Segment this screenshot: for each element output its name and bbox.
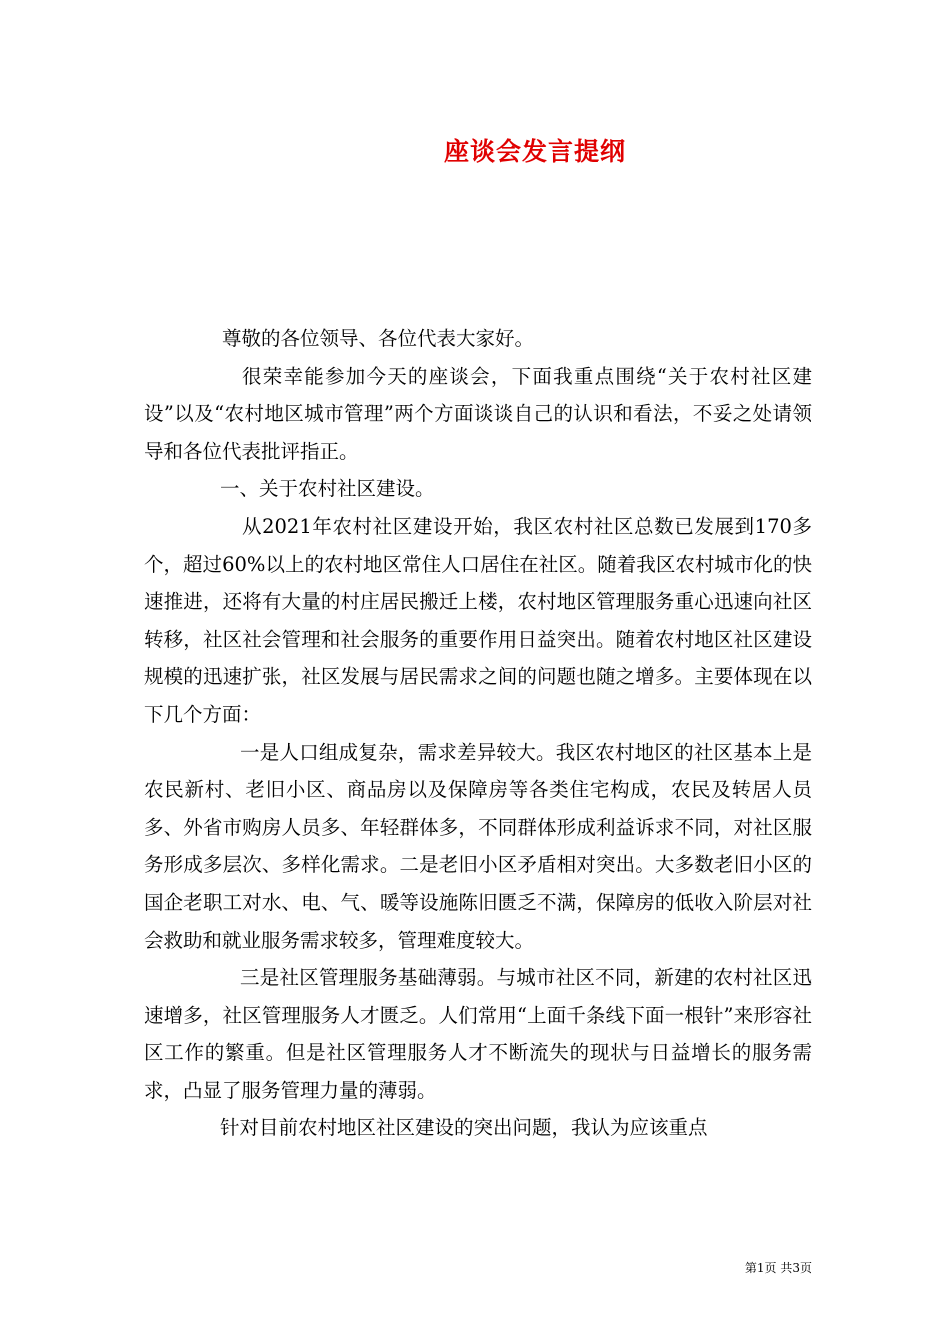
page-title: 座谈会发言提纲	[443, 137, 626, 166]
page-number-footer: 第1页 共3页	[744, 1261, 812, 1275]
paragraph-greeting: 尊敬的各位领导、各位代表大家好。	[222, 327, 535, 350]
paragraph-issues-one-two: 一是人口组成复杂，需求差异较大。我区农村地区的社区基本上是农民新村、老旧小区、商品房以及保障房等各类住宅构成，农民及转居人员多、外省市购房人员多、年轻群体多，不同群体形成利益诉求不同，对社区服务形成多层次、多样化需求。二是老旧小区矛盾相对突出。大多数老旧小区的国企老职工对水、电、气、暖等设施陈旧匮乏不满，保障房的低收入阶层对社会救助和就业服务需求较多，管理难度较大。	[144, 740, 812, 952]
paragraph-issue-three: 三是社区管理服务基础薄弱。与城市社区不同，新建的农村社区迅速增多，社区管理服务人才匮乏。人们常用“上面千条线下面一根针”来形容社区工作的繁重。但是社区管理服务人才不断流失的现状与日益增长的服务需求，凸显了服务管理力量的薄弱。	[144, 966, 812, 1102]
paragraph-introduction: 很荣幸能参加今天的座谈会，下面我重点围绕“关于农村社区建设”以及“农村地区城市管理”两个方面谈谈自己的认识和看法，不妥之处请领导和各位代表批评指正。	[144, 364, 812, 463]
paragraph-overview: 从2021年农村社区建设开始，我区农村社区总数已发展到170多个，超过60%以上的农村地区常住人口居住在社区。随着我区农村城市化的快速推进，还将有大量的村庄居民搬迁上楼，农村地区管理服务重心迅速向社区转移，社区社会管理和社会服务的重要作用日益突出。随着农村地区社区建设规模的迅速扩张，社区发展与居民需求之间的问题也随之增多。主要体现在以下几个方面：	[144, 514, 812, 726]
paragraph-recommendation: 针对目前农村地区社区建设的突出问题，我认为应该重点	[220, 1116, 708, 1140]
section-heading: 一、关于农村社区建设。	[220, 477, 435, 501]
document-body	[144, 320, 812, 1147]
